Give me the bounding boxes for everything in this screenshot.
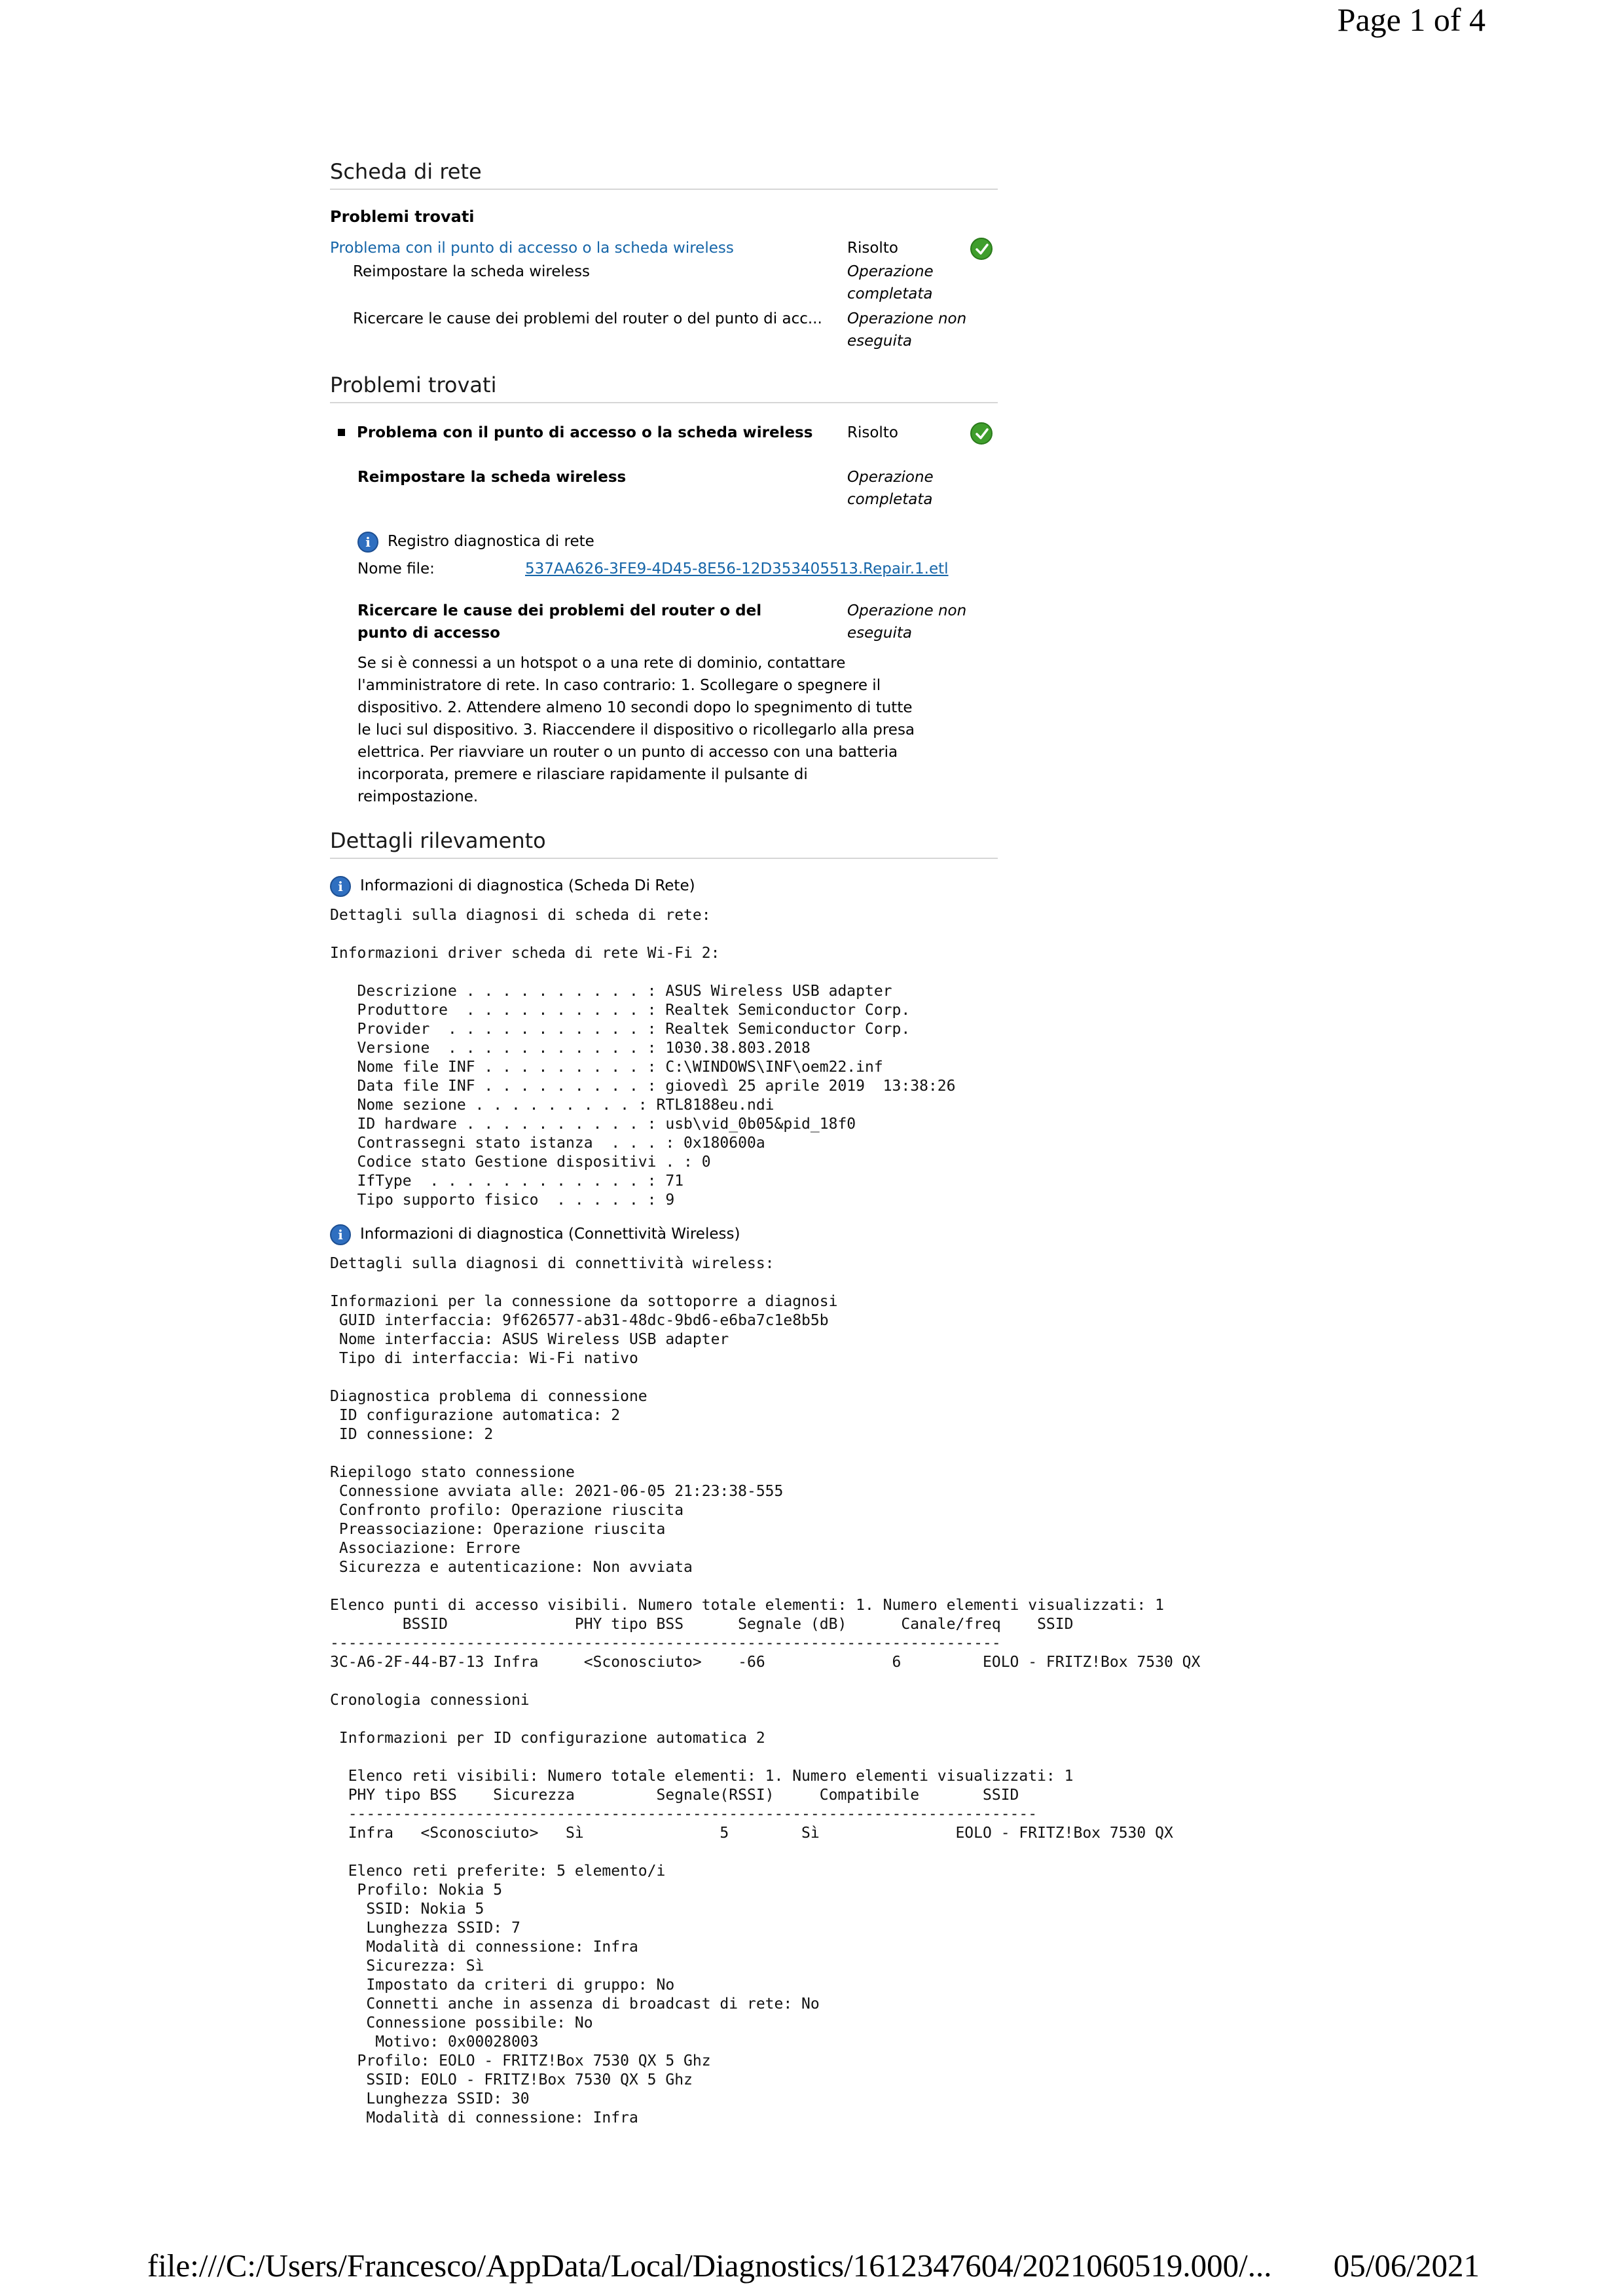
problem-row [330, 422, 998, 444]
log-info [357, 530, 998, 553]
print-date: 05/06/2021 [1333, 2248, 1480, 2284]
log-file-link[interactable]: 537AA626-3FE9-4D45-8E56-12D353405513.Repair.1.etl [525, 560, 949, 577]
step-label: Ricercare le cause dei problemi del router o del punto di acc... [353, 310, 822, 327]
step-status: Operazione completata [847, 263, 934, 302]
router-label: Ricercare le cause dei problemi del router o del punto di accesso [357, 602, 762, 642]
check-icon [970, 422, 993, 445]
info-icon: i [357, 532, 378, 553]
problem-label: Problema con il punto di accesso o la scheda wireless [330, 422, 847, 444]
details-section [330, 826, 1312, 2128]
wireless-info-title: Informazioni di diagnostica (Connettività Wireless) [360, 1226, 740, 1243]
step-label: Reimpostare la scheda wireless [353, 263, 591, 280]
section-title: Scheda di rete [330, 157, 998, 190]
step-row [330, 261, 998, 305]
step-row [330, 308, 998, 352]
step-status: Operazione non eseguita [847, 310, 967, 350]
adapter-section [330, 157, 998, 352]
problem-status: Risolto [847, 424, 898, 441]
reset-status: Operazione completata [847, 469, 934, 508]
log-file-row [357, 558, 998, 580]
adapter-info-title: Informazioni di diagnostica (Scheda Di Rete) [360, 877, 695, 894]
problem-status: Risolto [847, 240, 898, 257]
router-description: Se si è connessi a un hotspot o a una rete di dominio, contattare l'amministratore di rete. In caso contrario: 1. Scollegare o spegnere il dispositivo. 2. Attendere almeno 10 secondi dopo lo spegnimento di tutte le luci sul dispositivo. 3. Riaccendere il dispositivo o ricollegarlo alla presa elettrica. Per riavviare un router o un punto di accesso con una batteria incorporata, premere e rilasciare rapidamente il pulsante di reimpostazione. [357, 655, 915, 805]
info-icon: i [330, 1224, 351, 1245]
file-name-label: Nome file: [357, 560, 435, 577]
file-path: file:///C:/Users/Francesco/AppData/Local/Diagnostics/1612347604/2021060519.000/... [147, 2248, 1272, 2284]
report-content [330, 157, 1312, 2128]
reset-row [330, 466, 998, 511]
problem-link[interactable]: Problema con il punto di accesso o la scheda wireless [330, 240, 734, 257]
page-footer [147, 2246, 1480, 2286]
router-status: Operazione non eseguita [847, 602, 967, 642]
page-number: Page 1 of 4 [1337, 1, 1486, 38]
adapter-info-heading [330, 875, 1312, 897]
problems-section [330, 371, 998, 808]
wireless-info-heading [330, 1223, 1312, 1245]
adapter-diagnostic-text: Dettagli sulla diagnosi di scheda di rete: Informazioni driver scheda di rete Wi-Fi 2: Descrizione . . . . . . . . . . : ASUS Wireless USB adapter Produttore . . . . . . . . . . : Realtek Semiconductor Corp. Provider . . . . . . . . . . . : Realtek Semiconductor Corp. Versione . . . . . . . . . . . : 1030.38.803.2018 Nome file INF . . . . . . . . . : C:\WINDOWS\INF\oem22.inf Data file INF . . . . . . . . . : giovedì 25 aprile 2019 13:38:26 Nome sezione . . . . . . . . . : RTL8188eu.ndi ID hardware . . . . . . . . . . : usb\vid_0b05&pid_18f0 Contrassegni stato istanza . . . : 0x180600a Codice stato Gestione dispositivi . : 0 IfType . . . . . . . . . . . . : 71 Tipo supporto fisico . . . . . : 9 [330, 907, 956, 1209]
problem-row [330, 237, 998, 259]
router-row [330, 600, 998, 644]
log-title: Registro diagnostica di rete [388, 533, 594, 550]
section-title: Dettagli rilevamento [330, 826, 998, 859]
reset-label: Reimpostare la scheda wireless [357, 469, 627, 486]
info-icon: i [330, 876, 351, 897]
check-icon [970, 238, 993, 260]
bullet-icon [338, 429, 345, 436]
problems-found-label: Problemi trovati [330, 208, 475, 226]
wireless-diagnostic-text: Dettagli sulla diagnosi di connettività wireless: Informazioni per la connessione da sottoporre a diagnosi GUID interfaccia: 9f626577-ab31-48dc-9bd6-e6ba7c1e8b5b Nome interfaccia: ASUS Wireless USB adapter Tipo di interfaccia: Wi-Fi nativo Diagnostica problema di connessione ID configurazione automatica: 2 ID connessione: 2 Riepilogo stato connessione Connessione avviata alle: 2021-06-05 21:23:38-555 Confronto profilo: Operazione riuscita Preassociazione: Operazione riuscita Associazione: Errore Sicurezza e autenticazione: Non avviata Elenco punti di accesso visibili. Numero totale elementi: 1. Numero elementi visualizzati: 1 BSSID PHY tipo BSS Segnale (dB) Canale/freq SSID -------------------------------------------------------------------------- 3C-A6-2F-44-B7-13 Infra <Sconosciuto> -66 6 EOLO - FRITZ!Box 7530 QX Cronologia connessioni Informazioni per ID configurazione automatica 2 Elenco reti visibili: Numero totale elementi: 1. Numero elementi visualizzati: 1 PHY tipo BSS Sicurezza Segnale(RSSI) Compatibile SSID ---------------------------------------------------------------------------- Infra <Sconosciuto> Sì 5 Sì EOLO - FRITZ!Box 7530 QX Elenco reti preferite: 5 elemento/i Profilo: Nokia 5 SSID: Nokia 5 Lunghezza SSID: 7 Modalità di connessione: Infra Sicurezza: Sì Impostato da criteri di gruppo: No Connetti anche in assenza di broadcast di rete: No Connessione possibile: No Motivo: 0x00028003 Profilo: EOLO - FRITZ!Box 7530 QX 5 Ghz SSID: EOLO - FRITZ!Box 7530 QX 5 Ghz Lunghezza SSID: 30 Modalità di connessione: Infra [330, 1255, 1201, 2126]
section-title: Problemi trovati [330, 371, 998, 403]
